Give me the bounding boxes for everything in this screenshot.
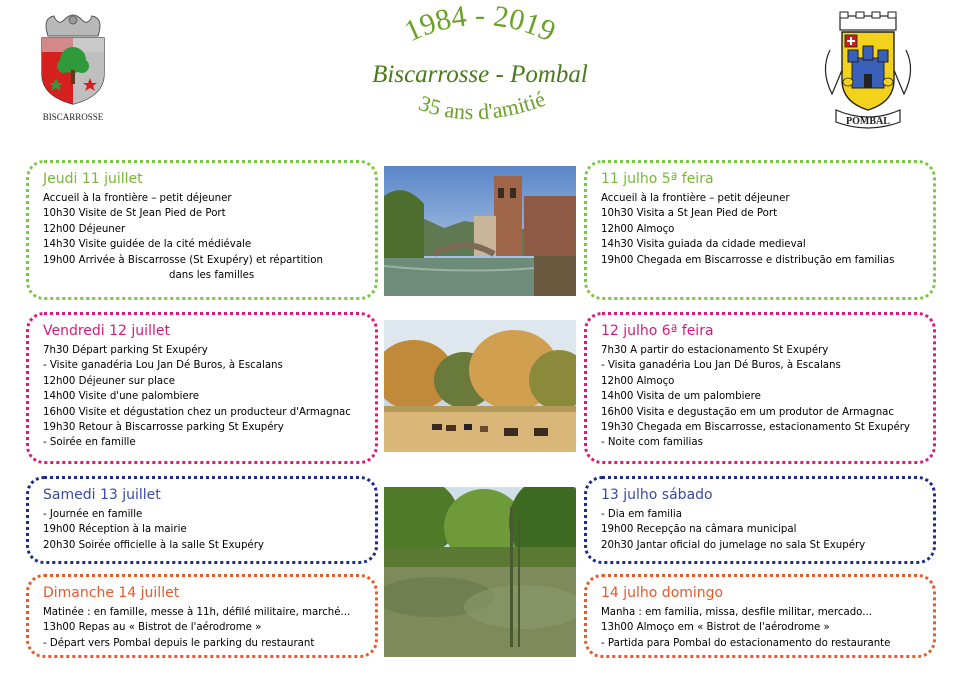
schedule-line: 20h30 Jantar oficial do jumelage no sala St Exupéry	[601, 539, 866, 551]
pombal-coat-of-arms	[818, 10, 918, 130]
day-title: 12 julho 6ª feira	[601, 323, 714, 339]
schedule-line: - Partida para Pombal do estacionamento do restaurante	[601, 637, 891, 649]
day-title: 11 julho 5ª feira	[601, 171, 714, 187]
schedule-line: 16h00 Visita e degustação em um produtor de Armagnac	[601, 406, 895, 418]
schedule-line: 12h00 Almoço	[601, 375, 675, 387]
schedule-box-friday-fr	[26, 312, 378, 464]
town-river-photo	[384, 166, 576, 296]
schedule-line: 10h30 Visite de St Jean Pied de Port	[43, 208, 226, 220]
cattle-field-photo	[384, 320, 576, 452]
schedule-line: - Visita ganadéria Lou Jan Dé Buros, à Escalans	[601, 360, 841, 372]
schedule-box-thursday-pt	[584, 160, 936, 300]
day-title: Vendredi 12 juillet	[43, 323, 170, 339]
schedule-line: 20h30 Soirée officielle à la salle St Exupéry	[43, 539, 264, 551]
schedule-line: Accueil à la frontière – petit déjeuner	[601, 193, 790, 204]
schedule-line: - Dia em familia	[601, 509, 682, 520]
schedule-line: 10h30 Visita a St Jean Pied de Port	[601, 208, 778, 220]
header-title-block	[290, 0, 670, 150]
schedule-line: 13h00 Almoço em « Bistrot de l'aérodrome »	[601, 622, 830, 634]
schedule-line: 19h30 Retour à Biscarrosse parking St Exupéry	[43, 422, 284, 434]
schedule-line: 19h00 Réception à la mairie	[43, 524, 187, 536]
schedule-line: 14h00 Visite d'une palombiere	[43, 391, 200, 403]
schedule-line: - Soirée en famille	[43, 437, 136, 449]
schedule-line: 14h00 Visita de um palombiere	[601, 391, 761, 403]
schedule-line: - Visite ganadéria Lou Jan Dé Buros, à Escalans	[43, 360, 283, 372]
schedule-line: 13h00 Repas au « Bistrot de l'aérodrome »	[43, 622, 262, 634]
schedule-box-saturday-fr	[26, 476, 378, 564]
schedule-line: Matinée : en famille, messe à 11h, défilé militaire, marché...	[43, 607, 351, 618]
schedule-line: Accueil à la frontière – petit déjeuner	[43, 193, 232, 204]
schedule-line: 14h30 Visita guiada da cidade medieval	[601, 239, 806, 251]
day-title: 14 julho domingo	[601, 585, 724, 601]
schedule-box-sunday-pt	[584, 574, 936, 658]
schedule-line: Manha : em familia, missa, desfile militar, mercado...	[601, 607, 872, 618]
schedule-line: - Noite com familias	[601, 437, 703, 449]
day-title: 13 julho sábado	[601, 487, 713, 503]
biscarrosse-coat-of-arms	[28, 8, 118, 126]
anniversary-subtitle: 35 ans d'amitié	[415, 85, 549, 125]
schedule-box-saturday-pt	[584, 476, 936, 564]
day-title: Samedi 13 juillet	[43, 487, 161, 503]
schedule-line: 19h30 Chegada em Biscarrosse, estacionamento St Exupéry	[601, 422, 910, 434]
day-title: Dimanche 14 juillet	[43, 585, 180, 601]
biscarrosse-label: BISCARROSSE	[42, 112, 104, 122]
biscarrosse-pombal-title: Biscarrosse - Pombal	[372, 61, 588, 88]
schedule-line: dans les familles	[169, 270, 255, 282]
schedule-line: 12h00 Déjeuner sur place	[43, 375, 176, 387]
schedule-line: 19h00 Arrivée à Biscarrosse (St Exupéry) et répartition	[43, 254, 323, 266]
lake-trees-photo	[384, 487, 576, 657]
schedule-line: 12h00 Almoço	[601, 223, 675, 235]
schedule-line: 7h30 Départ parking St Exupéry	[43, 345, 208, 356]
schedule-line: 19h00 Recepção na câmara municipal	[601, 524, 797, 536]
schedule-line: 19h00 Chegada em Biscarrosse e distribução em familias	[601, 254, 895, 266]
schedule-line: 12h00 Déjeuner	[43, 223, 126, 235]
schedule-box-sunday-fr	[26, 574, 378, 658]
day-title: Jeudi 11 juillet	[43, 171, 143, 187]
schedule-line: 16h00 Visite et dégustation chez un producteur d'Armagnac	[43, 406, 351, 418]
schedule-line: - Départ vers Pombal depuis le parking du restaurant	[43, 637, 315, 649]
schedule-line: 7h30 A partir do estacionamento St Exupéry	[601, 345, 829, 356]
schedule-line: 14h30 Visite guidée de la cité médiévale	[43, 239, 252, 251]
schedule-box-friday-pt	[584, 312, 936, 464]
schedule-box-thursday-fr	[26, 160, 378, 300]
schedule-line: - Journée en famille	[43, 509, 143, 520]
years-heading: 1984 - 2019	[399, 0, 561, 49]
pombal-label: POMBAL	[846, 116, 890, 127]
